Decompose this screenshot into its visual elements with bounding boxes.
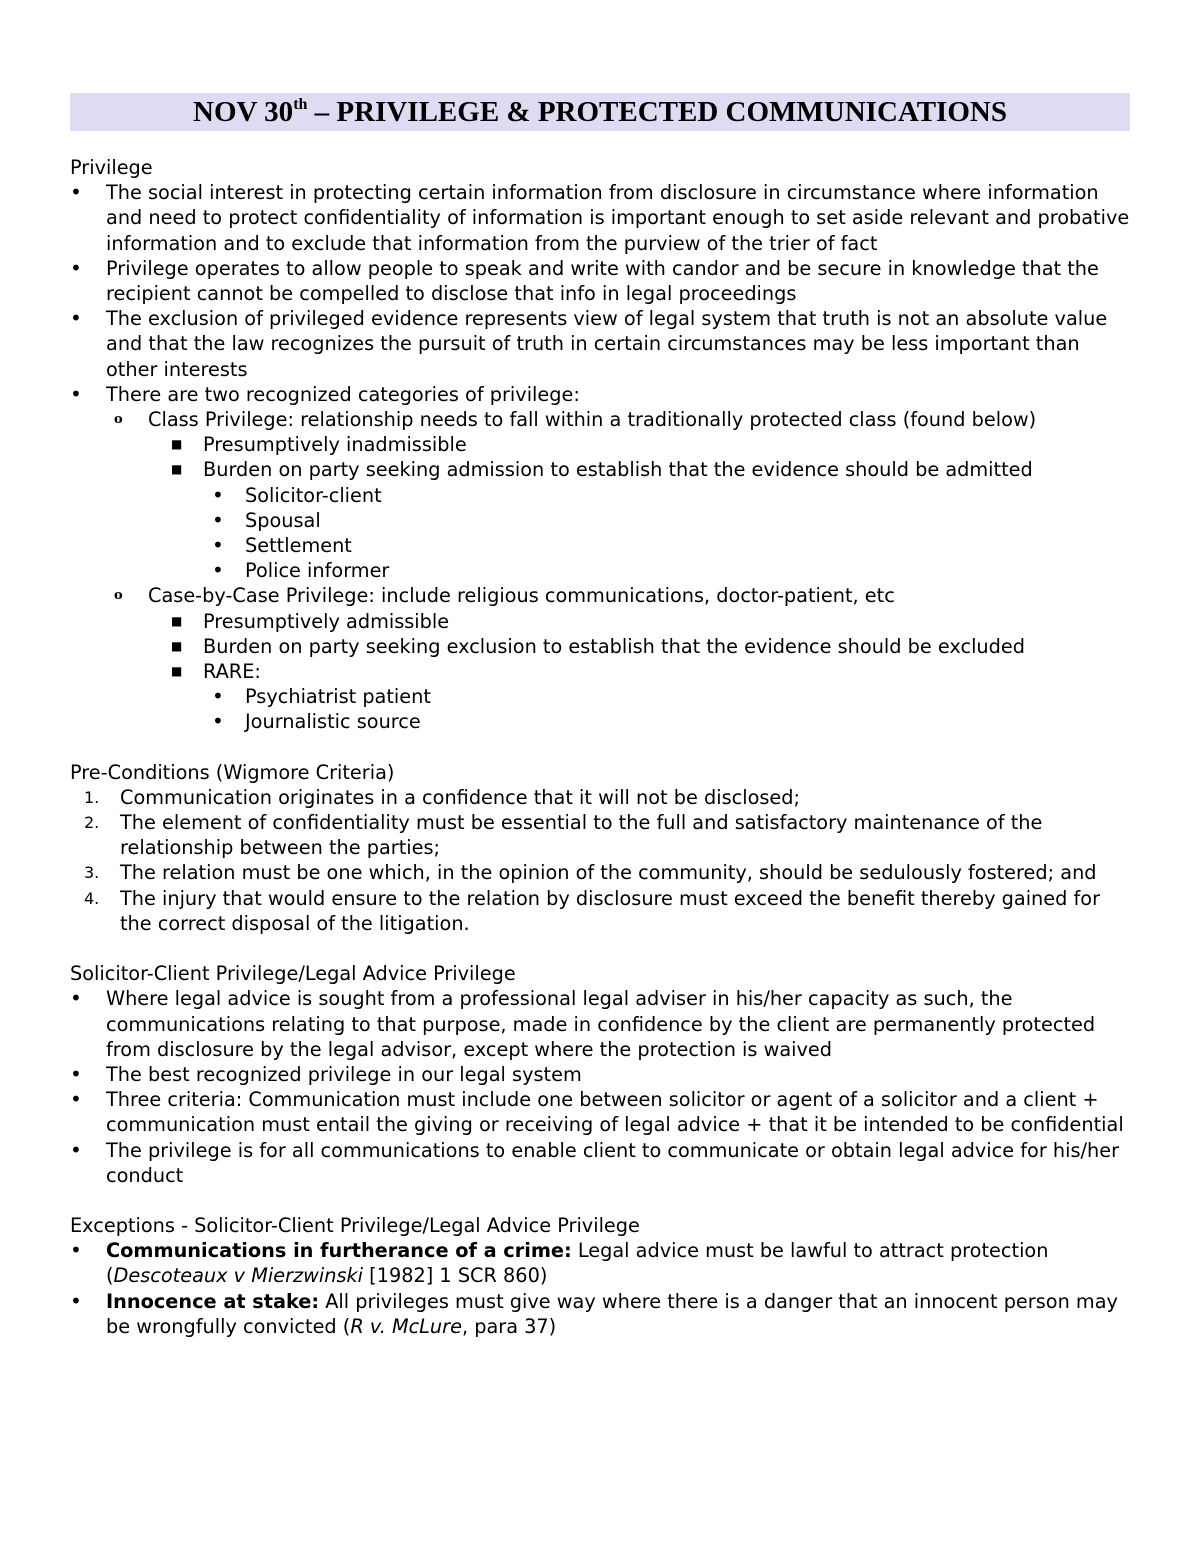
bullet-icon: • [70, 1061, 82, 1086]
list-number: 2. [84, 813, 100, 833]
class-privilege-item: o Class Privilege: relationship needs to fall within a traditionally protected class (found below) [114, 408, 1037, 432]
list-item: • Solicitor-client [212, 482, 382, 507]
list-item: • There are two recognized categories of privilege: [70, 381, 580, 406]
list-item: • The social interest in protecting certain information from disclosure in circumstance where information and need to protect confidentiality of information is important enough to set aside relevant and probative information and to exclude that information from the purview of the trier of fact [70, 180, 1130, 255]
square-bullet-icon: ■ [171, 462, 183, 477]
bullet-icon: • [70, 986, 82, 1011]
square-bullet-icon: ■ [171, 613, 183, 628]
title-suffix: – PRIVILEGE & PROTECTED COMMUNICATIONS [307, 96, 1007, 128]
bullet-icon: • [212, 684, 224, 709]
bullet-icon: • [212, 507, 224, 532]
list-item: • The best recognized privilege in our legal system [70, 1061, 582, 1086]
privilege-list [70, 180, 1130, 734]
square-bullet-icon: ■ [171, 638, 183, 653]
list-number: 1. [84, 787, 100, 807]
circle-bullet-icon: o [114, 588, 123, 604]
list-item: • Three criteria: Communication must include one between solicitor or agent of a solicitor and a client + communication must entail the giving or receiving of legal advice + that it be intended to be confidential [70, 1087, 1124, 1137]
list-item: • Innocence at stake: All privileges must give way where there is a danger that an innocent person may be wrongfully convicted (R v. McLure, para 37) [70, 1288, 1118, 1338]
case-privilege-item: o Case-by-Case Privilege: include religious communications, doctor-patient, etc [114, 584, 895, 608]
square-bullet-icon: ■ [171, 664, 183, 679]
list-item: ■ RARE: [171, 660, 261, 684]
bullet-icon: • [70, 1238, 82, 1263]
list-item: ■ Burden on party seeking exclusion to establish that the evidence should be excluded [171, 634, 1025, 658]
list-item: 2. The element of confidentiality must be essential to the full and satisfactory maintenance of the relationship between the parties; [84, 811, 1043, 860]
exceptions-heading: Exceptions - Solicitor-Client Privilege/Legal Advice Privilege [70, 1213, 640, 1237]
list-number: 3. [84, 863, 100, 883]
bullet-icon: • [212, 482, 224, 507]
list-item: ■ Presumptively admissible [171, 609, 450, 633]
list-item: • Spousal [212, 507, 321, 532]
circle-bullet-icon: o [114, 412, 123, 428]
title-prefix: NOV 30 [193, 96, 294, 128]
bullet-icon: • [70, 255, 82, 280]
document-body [70, 155, 1130, 1339]
list-item: • Settlement [212, 533, 352, 558]
bullet-icon: • [212, 533, 224, 558]
list-item: ■ Presumptively inadmissible [171, 433, 467, 457]
privilege-heading: Privilege [70, 156, 153, 179]
solicitor-heading: Solicitor-Client Privilege/Legal Advice Privilege [70, 962, 516, 986]
bullet-icon: • [70, 1288, 82, 1313]
list-number: 4. [84, 888, 100, 908]
bullet-icon: • [70, 1087, 82, 1112]
bullet-icon: • [212, 558, 224, 583]
exceptions-list [70, 1238, 1130, 1339]
list-item: 1. Communication originates in a confidence that it will not be disclosed; [84, 785, 801, 809]
title-superscript: th [293, 96, 308, 113]
section-gap [70, 1188, 1130, 1213]
bullet-icon: • [70, 180, 82, 205]
list-item: • Journalistic source [212, 709, 421, 734]
list-item: 3. The relation must be one which, in the opinion of the community, should be sedulously fostered; and [84, 861, 1097, 885]
list-item: • The privilege is for all communications to enable client to communicate or obtain legal advice for his/her conduct [70, 1137, 1120, 1187]
list-item: 4. The injury that would ensure to the relation by disclosure must exceed the benefit thereby gained for the correct disposal of the litigation. [84, 886, 1101, 935]
solicitor-list [70, 986, 1130, 1188]
section-gap [70, 735, 1130, 760]
bullet-icon: • [70, 1137, 82, 1162]
bullet-icon: • [212, 709, 224, 734]
page-title [70, 93, 1130, 131]
list-item: • Where legal advice is sought from a professional legal adviser in his/her capacity as such, the communications relating to that purpose, made in confidence by the client are permanently protected from disclosure by the legal advisor, except where the protection is waived [70, 986, 1096, 1061]
square-bullet-icon: ■ [171, 437, 183, 452]
bullet-icon: • [70, 381, 82, 406]
bullet-icon: • [70, 306, 82, 331]
case-citation: R v. McLure [350, 1314, 462, 1338]
list-item: • Police informer [212, 558, 390, 583]
list-item: • Privilege operates to allow people to speak and write with candor and be secure in knowledge that the recipient cannot be compelled to disclose that info in legal proceedings [70, 255, 1099, 306]
case-citation: Descoteaux v Mierzwinski [113, 1264, 364, 1288]
wigmore-heading: Pre-Conditions (Wigmore Criteria) [70, 760, 395, 784]
section-gap [70, 936, 1130, 961]
list-item: • Psychiatrist patient [212, 684, 431, 709]
wigmore-list [70, 785, 1130, 936]
list-item: • Communications in furtherance of a crime: Legal advice must be lawful to attract protection (Descoteaux v Mierzwinski [1982] 1 SCR 860) [70, 1238, 1049, 1288]
list-item: • The exclusion of privileged evidence represents view of legal system that truth is not an absolute value and that the law recognizes the pursuit of truth in certain circumstances may be less important than other interests [70, 306, 1108, 381]
list-item: ■ Burden on party seeking admission to establish that the evidence should be admitted [171, 458, 1033, 482]
